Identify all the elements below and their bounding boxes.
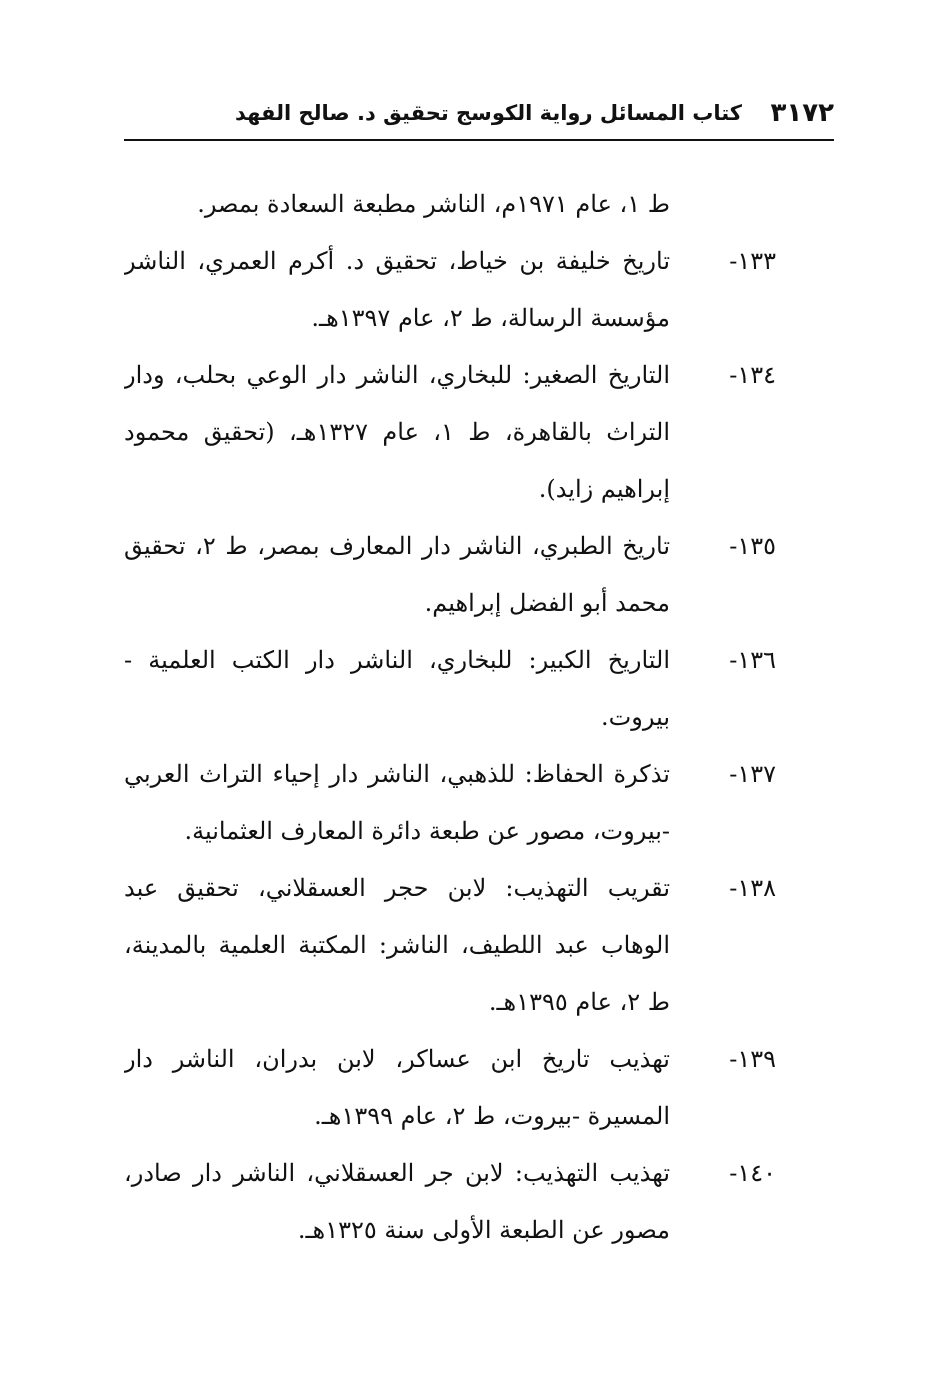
running-title: كتاب المسائل رواية الكوسج تحقيق د. صالح الفهد (235, 101, 742, 125)
entry-line: تهذيب تاريخ ابن عساكر، لابن بدران، الناشر دار (124, 1045, 670, 1073)
entry-line: تاريخ خليفة بن خياط، تحقيق د. أكرم العمري، الناشر (124, 247, 670, 275)
entry-text (124, 1031, 670, 1145)
entry-line: تاريخ الطبري، الناشر دار المعارف بمصر، ط ٢، تحقيق (124, 532, 670, 560)
bibliography-entry (124, 746, 776, 860)
bibliography-entry (124, 518, 776, 632)
bibliography-entry (124, 347, 776, 518)
entry-number: ١٣٧- (729, 760, 776, 788)
entry-text (124, 347, 670, 518)
entry-line: التراث بالقاهرة، ط ١، عام ١٣٢٧هـ، (تحقيق محمود (124, 418, 670, 446)
bibliography-entry (124, 233, 776, 347)
entry-line: -بيروت، مصور عن طبعة دائرة المعارف العثمانية. (184, 817, 670, 845)
entry-number: ١٤٠- (729, 1159, 776, 1187)
entry-line: المسيرة -بيروت، ط ٢، عام ١٣٩٩هـ. (314, 1102, 670, 1130)
entry-number: ١٣٩- (729, 1045, 776, 1073)
entry-line: مؤسسة الرسالة، ط ٢، عام ١٣٩٧هـ. (311, 304, 670, 332)
entry-line: مصور عن الطبعة الأولى سنة ١٣٢٥هـ. (297, 1216, 670, 1244)
entry-number: ١٣٦- (729, 646, 776, 674)
bibliography-entry (124, 1031, 776, 1145)
entry-number: ١٣٣- (729, 247, 776, 275)
entry-line: إبراهيم زايد). (538, 475, 670, 503)
entry-number: ١٣٨- (729, 874, 776, 902)
entry-line: ط ٢، عام ١٣٩٥هـ. (488, 988, 670, 1016)
entry-line: تذكرة الحفاظ: للذهبي، الناشر دار إحياء التراث العربي (124, 760, 670, 788)
entry-number: ١٣٤- (729, 361, 776, 389)
page-number: ٣١٧٢ (770, 98, 834, 128)
entry-line: تهذيب التهذيب: لابن جر العسقلاني، الناشر دار صادر، (124, 1159, 670, 1187)
bibliography-list (124, 176, 776, 1259)
entry-text (124, 233, 670, 347)
page-header (124, 92, 834, 134)
entry-number: ١٣٥- (729, 532, 776, 560)
entry-text (124, 1145, 670, 1259)
header-rule (124, 139, 834, 141)
entry-line: التاريخ الصغير: للبخاري، الناشر دار الوعي بحلب، ودار (124, 361, 670, 389)
entry-line: محمد أبو الفضل إبراهيم. (424, 589, 670, 617)
entry-line: بيروت. (601, 703, 670, 731)
entries-container (124, 233, 776, 1259)
bibliography-entry (124, 632, 776, 746)
entry-line: التاريخ الكبير: للبخاري، الناشر دار الكتب العلمية - (124, 646, 670, 674)
bibliography-entry (124, 860, 776, 1031)
entry-text (124, 746, 670, 860)
entry-text (124, 632, 670, 746)
entry-line: الوهاب عبد اللطيف، الناشر: المكتبة العلمية بالمدينة، (124, 931, 670, 959)
entry-text (124, 518, 670, 632)
entry-text (124, 860, 670, 1031)
carryover-line: ط ١، عام ١٩٧١م، الناشر مطبعة السعادة بمصر. (197, 190, 670, 218)
bibliography-entry (124, 1145, 776, 1259)
entry-line: تقريب التهذيب: لابن حجر العسقلاني، تحقيق عبد (124, 874, 670, 902)
